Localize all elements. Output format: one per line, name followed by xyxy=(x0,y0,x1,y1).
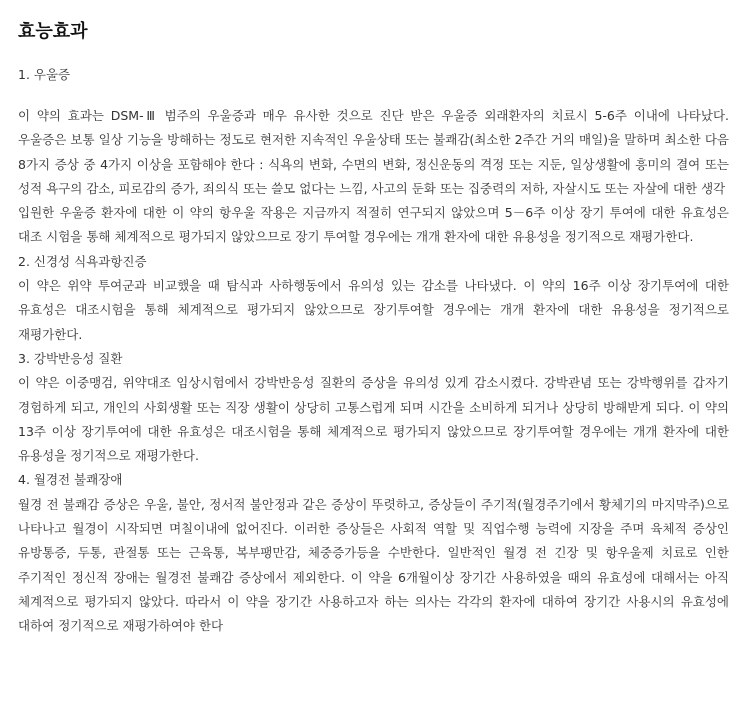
section-depression-paragraph-2: 입원한 우울증 환자에 대한 이 약의 항우울 작용은 지금까지 적절히 연구되지 않았으며 5－6주 이상 장기 투여에 대한 유효성은 대조 시험을 통해 체계적으로 평가되지 않았으므로 장기 투여할 경우에는 개개 환자에 대한 유용성을 정기적으로 재평가한다. xyxy=(18,205,729,245)
section-pmdd xyxy=(18,468,729,638)
section-heading-depression: 1. 우울증 xyxy=(18,67,71,82)
section-bulimia-paragraph-1: 이 약은 위약 투여군과 비교했을 때 탐식과 사하행동에서 유의성 있는 감소를 나타냈다. 이 약의 16주 이상 장기투여에 대한 유효성은 대조시험을 통해 체계적으로 평가되지 않았으므로 장기투여할 경우에는 개개 환자에 대한 유용성을 정기적으로 재평가한다. xyxy=(18,278,729,342)
section-ocd-paragraph-1: 이 약은 이중맹검, 위약대조 임상시험에서 강박반응성 질환의 증상을 유의성 있게 감소시켰다. 강박관념 또는 강박행위를 갑자기 경험하게 되고, 개인의 사회생활 또는 직장 생활이 상당히 고통스럽게 되며 시간을 소비하게 되거나 상당히 방해받게 되다. 이 약의 13주 이상 장기투여에 대한 유효성은 대조시험을 통해 체계적으로 평가되지 않았으므로 장기투여할 경우에는 개개 환자에 대한 유용성을 정기적으로 재평가한다. xyxy=(18,375,729,464)
page-title: 효능효과 xyxy=(18,21,88,42)
section-depression-paragraph-1: 이 약의 효과는 DSM-Ⅲ 범주의 우울증과 매우 유사한 것으로 진단 받은 우울증 외래환자의 치료시 5-6주 이내에 나타났다. 우울증은 보통 일상 기능을 방해하는 정도로 현저한 지속적인 우울상태 또는 불쾌감(최소한 2주간 거의 매일)을 말하며 최소한 다음 8가지 증상 중 4가지 이상을 포함해야 한다 : 식욕의 변화, 수면의 변화, 정신운동의 격정 또는 지둔, 일상생활에 흥미의 결여 또는 성적 욕구의 감소, 피로감의 증가, 죄의식 또는 쓸모 없다는 느낌, 사고의 둔화 또는 집중력의 저하, 자살시도 또는 자살에 대한 생각 xyxy=(18,108,729,196)
section-depression xyxy=(18,65,729,250)
section-ocd xyxy=(18,347,729,468)
section-pmdd-paragraph-1: 월경 전 불쾌감 증상은 우울, 불안, 정서적 불안정과 같은 증상이 뚜렷하고, 증상들이 주기적(월경주기에서 황체기의 마지막주)으로 나타나고 월경이 시작되면 며칠이내에 없어진다. 이러한 증상들은 사회적 역할 및 직업수행 능력에 지장을 주며 육체적 증상인 유방통증, 두통, 관절통 또는 근육통, 복부팽만감, 체중증가등을 수반한다. 일반적인 월경 전 긴장 및 항우울제 치료로 인한 주기적인 정신적 장애는 월경전 불쾌감 증상에서 제외한다. 이 약을 6개월이상 장기간 사용하였을 때의 유효성에 대해서는 아직 체계적으로 평가되지 않았다. 따라서 이 약을 장기간 사용하고자 하는 의사는 각각의 환자에 대하여 장기간 사용시의 유효성에 대하여 정기적으로 재평가하여야 한다 xyxy=(18,496,729,634)
section-heading-pmdd: 4. 월경전 불쾌장애 xyxy=(18,472,123,488)
section-bulimia xyxy=(18,250,729,347)
section-heading-ocd: 3. 강박반응성 질환 xyxy=(18,350,123,366)
section-heading-bulimia: 2. 신경성 식욕과항진증 xyxy=(18,253,147,269)
